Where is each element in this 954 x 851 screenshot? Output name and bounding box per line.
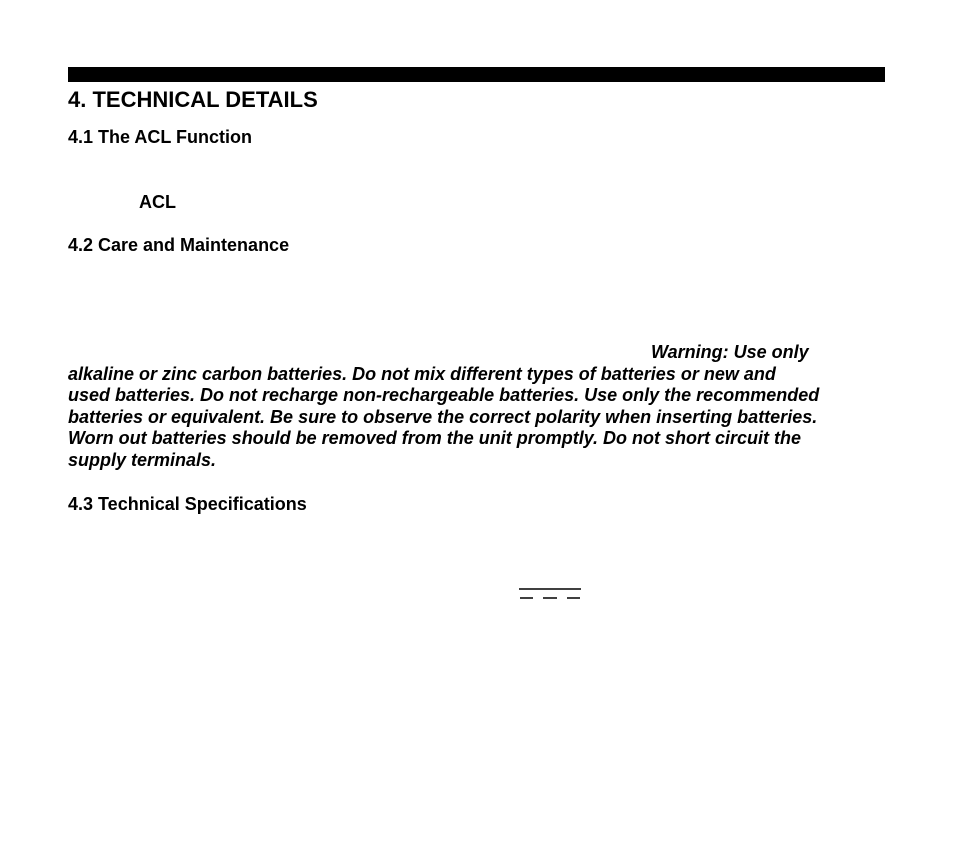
warning-line: Warning: Use only: [651, 342, 809, 362]
acl-function-heading: 4.1 The ACL Function: [68, 127, 253, 147]
technical-specifications-heading: 4.3 Technical Specifications: [68, 494, 307, 514]
warning-line: batteries or equivalent. Be sure to observe the correct polarity when inserting batteries.: [68, 406, 818, 427]
warning-line: Worn out batteries should be removed from the unit promptly. Do not short circuit the: [68, 428, 802, 449]
warning-line: supply terminals.: [68, 449, 217, 470]
direct-current-symbol-icon: [519, 588, 581, 600]
section-title: 4. TECHNICAL DETAILS: [68, 87, 318, 112]
battery-warning: [68, 342, 888, 472]
acl-label: ACL: [139, 192, 176, 212]
warning-line: alkaline or zinc carbon batteries. Do not mix different types of batteries or new and: [68, 363, 776, 384]
warning-line: used batteries. Do not recharge non-rechargeable batteries. Use only the recommended: [68, 385, 820, 406]
section-top-rule: [68, 67, 885, 82]
care-maintenance-heading: 4.2 Care and Maintenance: [68, 235, 290, 255]
